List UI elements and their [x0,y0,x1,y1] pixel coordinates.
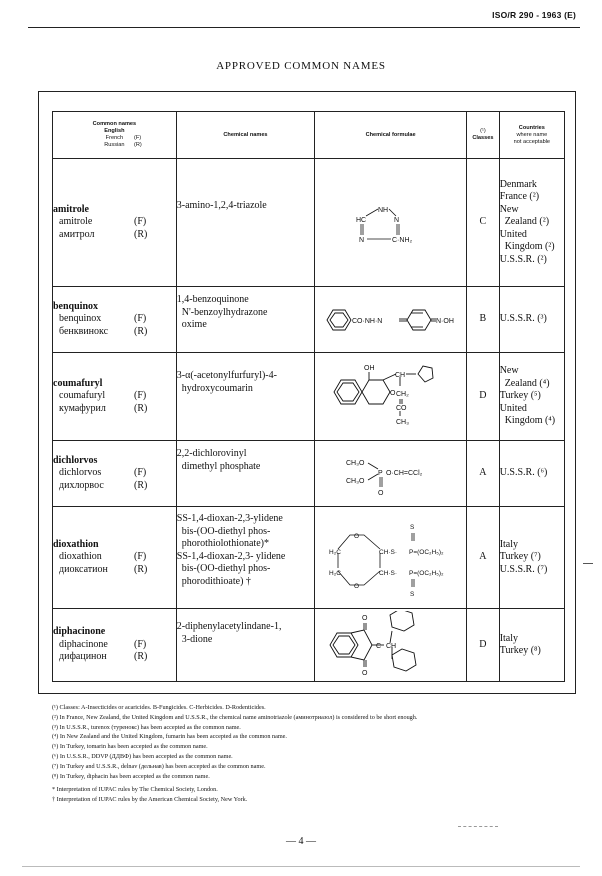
country-entry: U.S.S.R. (⁶) [499,467,548,479]
class-cell: A [467,441,500,507]
country-entry: Turkey (⁷) [499,551,541,563]
formula-diphacinone-o-bottom: O [361,670,368,677]
formula-cell-dichlorvos [315,441,467,507]
french-code: (F) [134,551,147,563]
countries-cell [499,441,564,507]
formula-cell-coumafuryl [315,353,467,441]
formula-cell-benquinox [315,287,467,353]
formula-dichlorvos-ch3o-top: CH₃O [345,459,365,467]
chemical-name-line: 3-dione [176,633,213,645]
french-name [53,313,176,326]
header-russian-code: (R) [134,142,142,148]
iupac-note: * Interpretation of IUPAC rules by The Chemical Society, London. [52,786,218,794]
country-entry: New [499,203,519,215]
french-code: (F) [134,390,147,402]
russian-name-text: диоксатион [59,563,108,575]
formula-amitrole-cnh2: C·NH₂ [391,236,412,244]
country-entry: Italy [499,538,519,550]
english-name: benquinox [53,300,99,312]
dioxathion-bonds [338,533,414,587]
english-name: dioxathion [53,538,99,550]
english-name: dichlorvos [53,454,98,466]
chemical-name-line: SS-1,4-dioxan-2,3-ylidene [176,513,283,524]
footnotes [52,703,572,805]
header-countries-line-1: Countries [518,124,545,131]
russian-name [53,651,176,664]
coumafuryl-structure [326,358,456,436]
formula-cell-diphacinone [315,609,467,682]
french-name [53,551,176,564]
header-common-names [53,112,177,159]
french-name-text: dioxathion [59,551,102,563]
countries-cell [499,507,564,609]
countries-cell [499,159,564,287]
french-name-text: benquinox [59,313,102,325]
french-name [53,467,176,480]
chemical-name-cell [176,159,314,287]
chemical-name-line: SS-1,4-dioxan-2,3- ylidene [176,550,286,562]
coumafuryl-rings [334,366,433,416]
document-code: ISO/R 290 - 1963 (E) [492,10,576,20]
header-countries-line-3: not acceptable [513,138,551,145]
formula-diphacinone-c: C [375,643,381,650]
footnote: (⁷) In Turkey and U.S.S.R., delnav (дельнав) has been accepted as the common name. [52,762,266,770]
countries-cell [499,287,564,353]
page-title: APPROVED COMMON NAMES [216,60,386,72]
french-name-text: amitrole [59,216,93,228]
common-names-cell [53,353,177,441]
diphacinone-structure [326,611,456,679]
common-names-table [52,111,565,682]
formula-amitrole-nh: NH [377,206,388,214]
russian-code: (R) [134,479,148,491]
formula-dichlorvos-chain: O·CH=CCl₂ [385,469,422,477]
header-english-label: English [104,128,125,134]
country-entry: Turkey (⁵) [499,390,541,402]
formula-dioxathion-s-top: S [409,523,414,531]
formula-dioxathion-p-top: P=(OC₂H₅)₂ [408,548,444,556]
bottom-rule [22,866,580,867]
english-name: diphacinone [53,626,106,638]
french-name [53,390,176,403]
russian-name [53,229,176,242]
margin-mark [583,563,593,564]
chemical-name-line: dimethyl phosphate [176,460,261,472]
table-row [53,353,565,441]
formula-dioxathion-o-bottom: O [353,582,359,590]
formula-dioxathion-o-top: O [353,532,359,540]
amitrole-structure [326,188,456,258]
formula-coumafuryl-ch: CH [394,371,405,379]
russian-name-text: амитрол [59,228,95,240]
chemical-name-cell [176,609,314,682]
formula-benquinox-right: N·OH [436,317,455,325]
chemical-name-line: bis-(OO-diethyl phos- [176,563,271,574]
formula-coumafuryl-o: O [389,389,396,397]
header-countries-line-2: where name [516,131,548,138]
dichlorvos-structure [336,449,446,499]
chemical-name-line: hydroxycoumarin [176,382,253,394]
french-name [53,216,176,229]
french-code: (F) [134,638,147,650]
header-chemical-formulae: Chemical formulae [315,112,467,159]
table-row [53,609,565,682]
russian-name-text: дифацинон [59,651,107,663]
country-entry: Denmark [499,178,537,190]
iupac-note: † Interpretation of IUPAC rules by the American Chemical Society, New York. [52,796,248,804]
common-names-cell [53,507,177,609]
table-row [53,287,565,353]
footnote: (⁶) In U.S.S.R., DDVP (ДДВФ) has been accepted as the common name. [52,752,233,760]
russian-code: (R) [134,325,148,337]
common-names-cell [53,441,177,507]
formula-amitrole-n-left: N [358,236,364,244]
russian-name [53,564,176,577]
french-code: (F) [134,313,147,325]
page-number: — 4 — [286,836,316,847]
benquinox-structure [323,300,458,340]
country-entry: Zealand (²) [499,216,550,228]
formula-dioxathion-p-bottom: P=(OC₂H₅)₂ [408,569,444,577]
russian-name-text: дихлорвос [59,479,104,491]
countries-cell [499,609,564,682]
countries-cell [499,353,564,441]
russian-code: (R) [134,228,148,240]
formula-diphacinone-o-top: O [361,615,368,622]
country-entry: Turkey (⁸) [499,645,541,656]
footnote: (⁵) In Turkey, tomarin has been accepted as the common name. [52,743,208,751]
french-name [53,639,176,652]
formula-cell-amitrole [315,159,467,287]
formula-benquinox-left: CO·NH·N [352,317,383,325]
footnote: (⁸) In Turkey, diphacin has been accepted as the common name. [52,772,210,780]
russian-code: (R) [134,563,148,575]
country-entry: Italy [499,632,519,644]
formula-dichlorvos-o: O [377,489,384,497]
formula-dichlorvos-ch3o-bottom: CH₃O [345,477,365,485]
country-entry: Kingdom (²) [499,241,555,253]
russian-name-text: кумафурил [59,402,106,414]
common-names-cell [53,609,177,682]
country-entry: United [499,228,527,240]
chemical-name-cell [176,507,314,609]
country-entry: U.S.S.R. (²) [499,253,547,265]
chemical-name-line: bis-(OO-diethyl phos- [176,525,271,537]
chemical-name-line: 2-diphenylacetylindane-1, [176,621,282,632]
country-entry: U.S.S.R. (³) [499,313,547,325]
chemical-name-cell [176,441,314,507]
header-classes [467,112,500,159]
chemical-name-line: 2,2-dichlorovinyl [176,448,247,459]
country-entry: Zealand (⁴) [499,377,550,389]
header-french [53,135,176,142]
chemical-name-line: oxime [176,319,207,330]
formula-amitrole-hc: HC [355,216,366,224]
header-french-code: (F) [134,135,142,141]
footnote: (²) In France, New Zealand, the United Kingdom and U.S.S.R., the chemical name aminotriazole (аминотриазол) is considered to be short enough. [52,713,418,721]
french-name-text: dichlorvos [59,467,102,479]
header-chemical-names: Chemical names [176,112,314,159]
formula-dioxathion-chs-top: CH·S· [378,548,397,556]
class-cell: D [467,609,500,682]
class-cell: B [467,287,500,353]
chemical-name-cell [176,353,314,441]
chemical-name-cell [176,287,314,353]
table-row [53,507,565,609]
formula-dioxathion-chs-bottom: CH·S· [378,569,397,577]
country-entry: U.S.S.R. (⁷) [499,563,548,575]
formula-dichlorvos-p: P [377,469,383,477]
formula-coumafuryl-ch2: CH₂ [395,390,409,398]
chemical-name-line: 3-amino-1,2,4-triazole [176,200,267,211]
class-cell: A [467,507,500,609]
english-name: coumafuryl [53,377,103,389]
footnote: (³) In U.S.S.R., turenox (туренокс) has been accepted as the common name. [52,723,241,731]
footnote: (⁴) In New Zealand and the United Kingdom, fumarin has been accepted as the common name. [52,733,287,741]
chemical-name-line: phorothiolothionate)* [176,538,269,549]
class-cell: C [467,159,500,287]
header-classes-note: (¹) [480,128,486,134]
chemical-name-line: phorodithioate) † [176,575,251,587]
header-common-names-label: Common names [92,121,137,127]
table-row [53,159,565,287]
country-entry: United [499,402,527,414]
chemical-name-line: 3-α(-acetonylfurfuryl)-4- [176,370,277,381]
diphacinone-rings [330,611,416,671]
country-entry: New [499,365,519,377]
footnote: (¹) Classes: A-Insecticides or acaricides. B-Fungicides. C-Herbicides. D-Rodenticides. [52,704,266,711]
french-code: (F) [134,216,147,228]
russian-name [53,326,176,339]
dioxathion-structure [324,513,458,603]
scan-mark [458,826,498,827]
russian-code: (R) [134,651,148,663]
formula-dioxathion-h2c-top: H₂C [328,548,341,556]
formula-coumafuryl-ch3: CH₃ [395,418,409,426]
chemical-name-line: 1,4-benzoquinone [176,294,249,305]
russian-name [53,480,176,493]
country-entry: Kingdom (⁴) [499,415,556,427]
formula-diphacinone-ch: CH [385,643,396,650]
french-code: (F) [134,467,147,479]
common-names-cell [53,159,177,287]
french-name-text: diphacinone [59,638,108,650]
country-entry: France (²) [499,191,540,203]
french-name-text: coumafuryl [59,390,106,402]
russian-name-text: бенквинокс [59,325,109,337]
formula-cell-dioxathion [315,507,467,609]
formula-amitrole-n-right: N [393,216,399,224]
formula-dioxathion-s-bottom: S [409,590,414,598]
chemical-name-line: N'-benzoylhydrazone [176,306,268,318]
header-russian-label: Russian [104,142,125,148]
formula-dioxathion-h2c-bottom: H₂C [328,569,341,577]
top-rule [28,27,580,28]
class-cell: D [467,353,500,441]
common-names-cell [53,287,177,353]
header-classes-label: Classes [472,135,494,141]
header-countries [499,112,564,159]
russian-name [53,403,176,416]
english-name: amitrole [53,203,89,215]
formula-coumafuryl-co: CO [395,404,407,412]
header-french-label: French [105,135,124,141]
header-russian [53,142,176,149]
table-row [53,441,565,507]
formula-coumafuryl-oh: OH [363,364,375,372]
russian-code: (R) [134,402,148,414]
table-header-row [53,112,565,159]
